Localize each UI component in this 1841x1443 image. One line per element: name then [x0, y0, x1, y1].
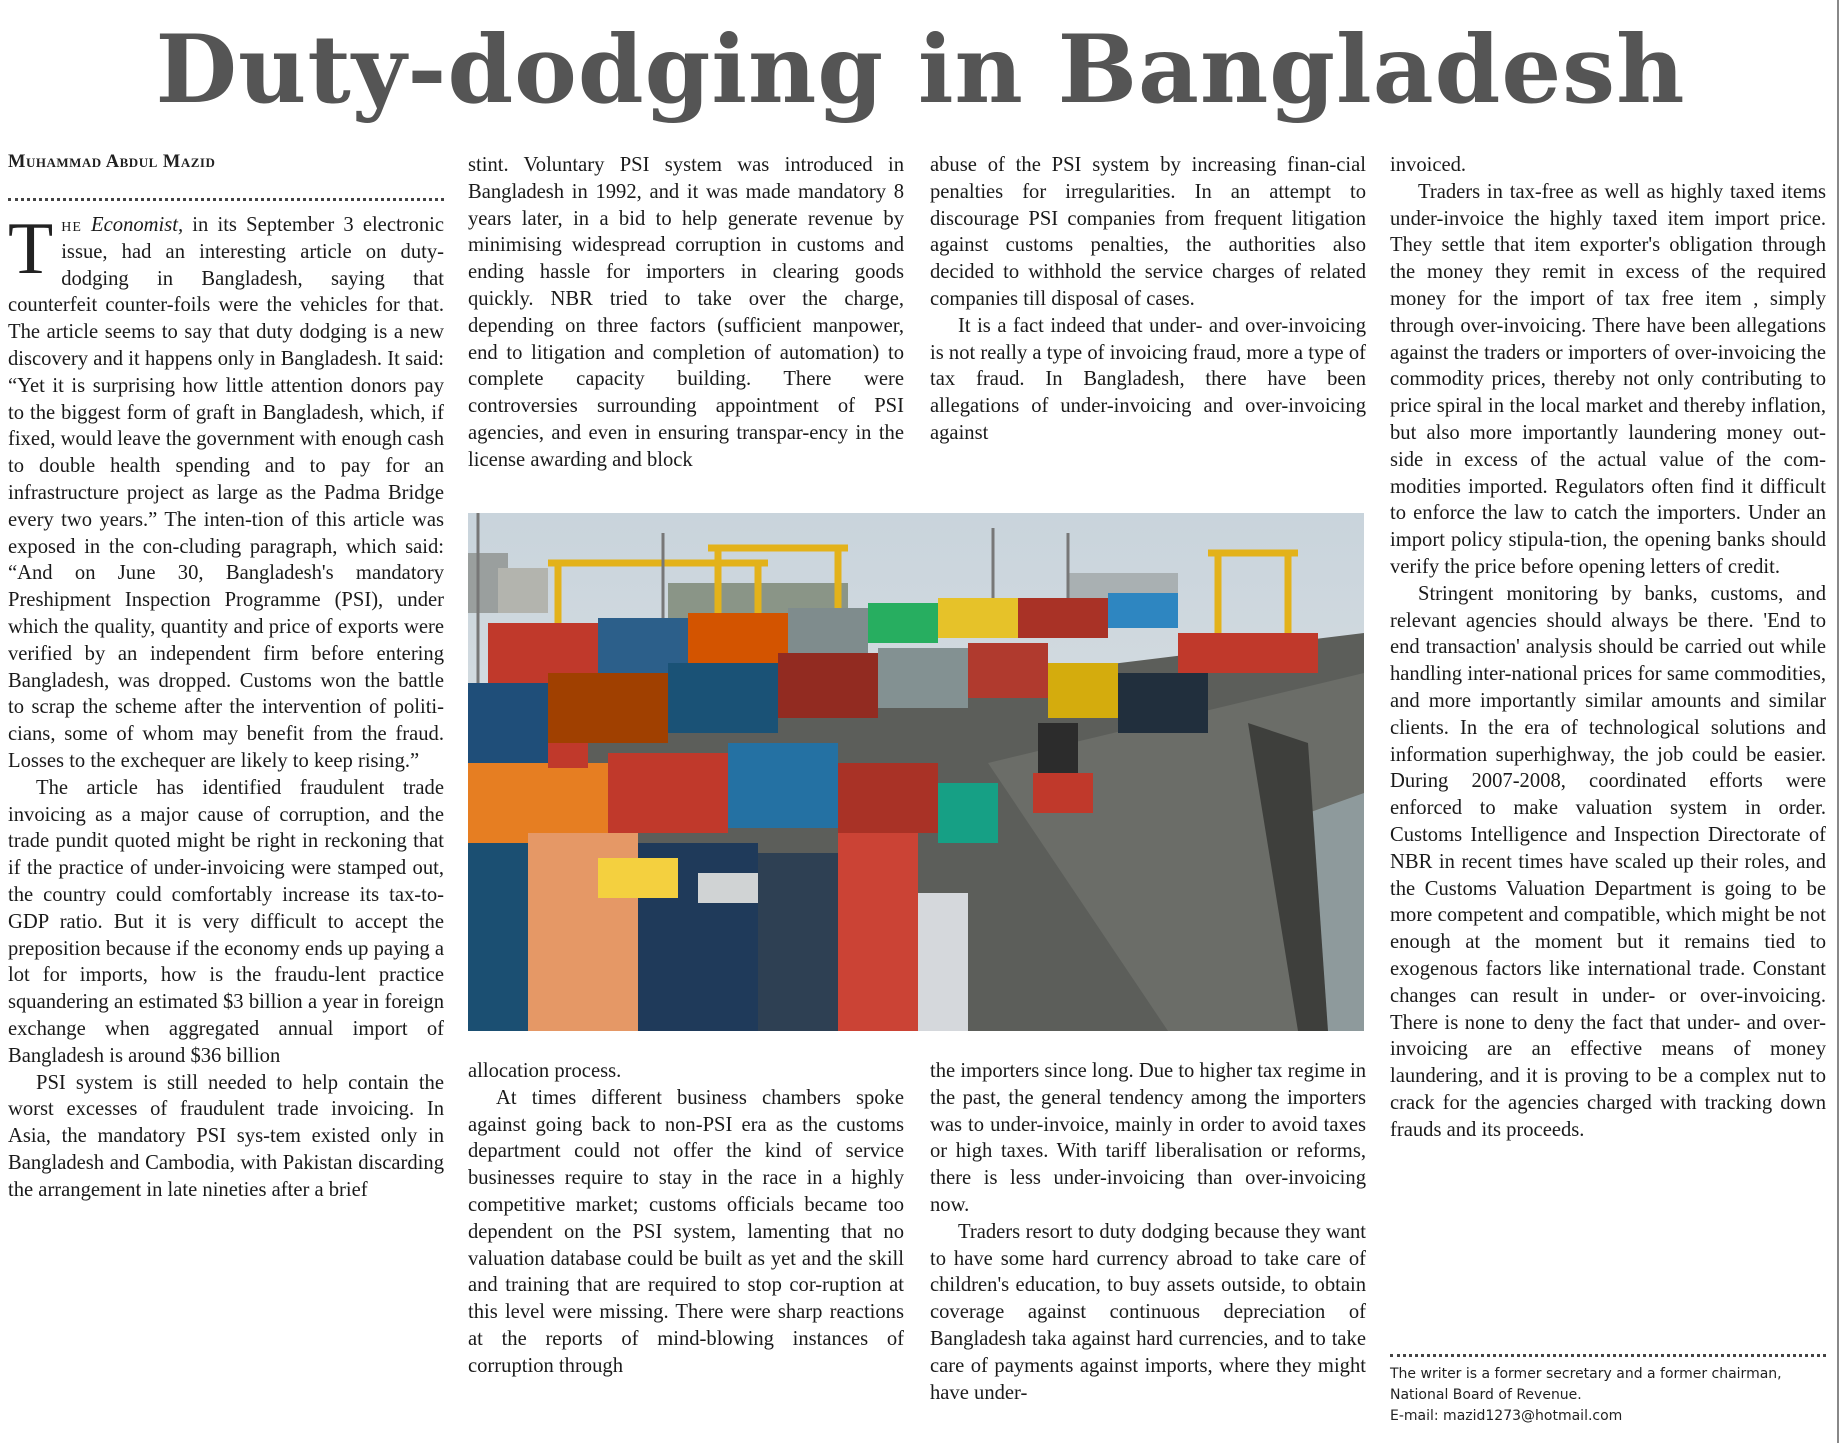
column-1 [8, 212, 444, 1440]
column-2-top [468, 152, 904, 502]
container-port-photo [468, 513, 1364, 1031]
footnote-line: The writer is a former secretary and a former chairman, [1390, 1366, 1782, 1382]
column-2-bottom [468, 1058, 904, 1440]
paragraph: allocation process. [468, 1060, 622, 1082]
paragraph: Traders in tax-free as well as highly taxed items under-invoice the highly taxed item import price. They settle that item exporter's obligation through the money they remit in excess of the required money for the import of tax free item , simply through over-invoicing. There have been allegations against the traders or importers of over-invoicing the commodity prices, thereby not only contributing to price spiral in the local market and thereby inflation, but also more importantly laundering money out-side in excess of the actual value of the com-modities imported. Regulators often find it difficult to enforce the law to catch the importers. Under an import policy stipula-tion, the opening banks should verify the price before opening letters of credit. [1390, 180, 1826, 578]
paragraph-1 [8, 212, 444, 775]
publication-name: Economist, [91, 214, 184, 236]
author-email: E-mail: mazid1273@hotmail.com [1390, 1408, 1623, 1424]
dropcap: T [8, 212, 54, 290]
footnote-divider [1390, 1354, 1826, 1357]
headline: Duty-dodging in Bangladesh [155, 15, 1686, 125]
paragraph: At times different business chambers spoke against going back to non-PSI era as the customs department could not offer the kind of service businesses require to stay in the race in a highly competitive market; customs officials became too dependent on the PSI system, lamenting that no valuation database could be built as yet and the skill and training that are required to stop cor-ruption at this level were missing. There were sharp reactions at the reports of mind-blowing instances of corruption through [468, 1086, 904, 1377]
paragraph-2: The article has identified fraudulent trade invoicing as a major cause of corruption, and the trade pundit quoted might be right in reckoning that if the practice of under-invoicing were stamped out, the country could comfortably increase its tax-to-GDP ratio. But it is very difficult to accept the preposition because if the economy ends up paying a lot for imports, how is the fraudu-lent practice squandering an estimated $3 billion a year in foreign exchange when aggregated annual import of Bangladesh is around $36 billion [8, 776, 444, 1067]
column-4 [1390, 152, 1826, 1337]
column-3-bottom [930, 1058, 1366, 1440]
paragraph: the importers since long. Due to higher tax regime in the past, the general tendency among the importers was to under-invoice, mainly in order to avoid taxes or high taxes. With tariff liberalisation or reforms, there is less under-invoicing than over-invoicing now. [930, 1060, 1366, 1216]
paragraph: invoiced. [1390, 154, 1467, 176]
paragraph: Stringent monitoring by banks, customs, and relevant agencies should always be there. 'End to end transaction' analysis should be carried out while handling inter-national prices for same commodities, and more importantly similar amounts and similar clients. In the era of technological solutions and information superhighway, the job could be easier. During 2007-2008, coordinated efforts were enforced to make valuation system in order. Customs Intelligence and Inspection Directorate of NBR in recent times have scaled up their roles, and the Customs Valuation Department is going to be more competent and compatible, which might be not enough at the moment but it remains tied to exogenous factors like international trade. Constant changes can result in under- or over-invoicing. There is none to deny the fact that under- and over-invoicing are an effective means of money laundering, and it is proving to be a complex nut to crack for the agencies charged with tracking down frauds and its proceeds. [1390, 582, 1826, 1141]
author-footnote [1390, 1364, 1830, 1427]
paragraph: It is a fact indeed that under- and over-invoicing is not really a type of invoicing fraud, more a type of tax fraud. In Bangladesh, there have been allegations of under-invoicing and over-invoicing against [930, 314, 1366, 444]
byline-divider [8, 198, 444, 201]
paragraph: abuse of the PSI system by increasing finan-cial penalties for irregularities. In an attempt to discourage PSI companies from frequent litigation against customs penalties, the authorities also decided to withhold the service charges of related companies till disposal of cases. [930, 154, 1366, 310]
footnote-line: National Board of Revenue. [1390, 1387, 1582, 1403]
page-edge-rule [1837, 0, 1839, 1443]
lead-caps: he [61, 214, 82, 236]
paragraph: Traders resort to duty dodging because they want to have some hard currency abroad to take care of children's education, to buy assets outside, to obtain coverage against continuous depreciation of Bangladesh taka against hard currencies, and to take care of payments against imports, where they might have under- [930, 1220, 1366, 1404]
paragraph-3: PSI system is still needed to help contain the worst excesses of fraudulent trade invoicing. In Asia, the mandatory PSI sys-tem existed only in Bangladesh and Cambodia, with Pakistan discarding the arrangement in late nineties after a brief [8, 1071, 444, 1201]
paragraph: stint. Voluntary PSI system was introduced in Bangladesh in 1992, and it was made mandatory 8 years later, in a bid to help generate revenue by minimising widespread corruption in customs and ending hassle for importers in clearing goods quickly. NBR tried to take over the charge, depending on three factors (sufficient manpower, end to litigation and completion of automation) to complete capacity building. There were controversies surrounding appointment of PSI agencies, and even in ensuring transpar-ency in the license awarding and block [468, 154, 904, 471]
column-3-top [930, 152, 1366, 502]
byline: Muhammad Abdul Mazid [8, 152, 216, 172]
paragraph-1-text: in its September 3 electronic issue, had an interesting article on duty-dodging in Bangladesh, saying that counterfeit counter-foils were the vehicles for that. The article seems to say that duty dodging is a new discovery and it happens only in Bangladesh. It said: “Yet it is surprising how little attention donors pay to the biggest form of graft in Bangladesh, which, if fixed, would leave the government with enough cash to double health spending and to pay for an infrastructure project as large as the Padma Bridge every two years.” The inten-tion of this article was exposed in the con-cluding paragraph, which said: “And on June 30, Bangladesh's mandatory Preshipment Inspection Programme (PSI), under which the quality, quantity and price of exports were verified by an independent firm before entering Bangladesh, was dropped. Customs won the battle to scrap the scheme after the intervention of politi-cians, some of whom may benefit from the fraud. Losses to the exchequer are likely to keep rising.” [8, 214, 444, 772]
